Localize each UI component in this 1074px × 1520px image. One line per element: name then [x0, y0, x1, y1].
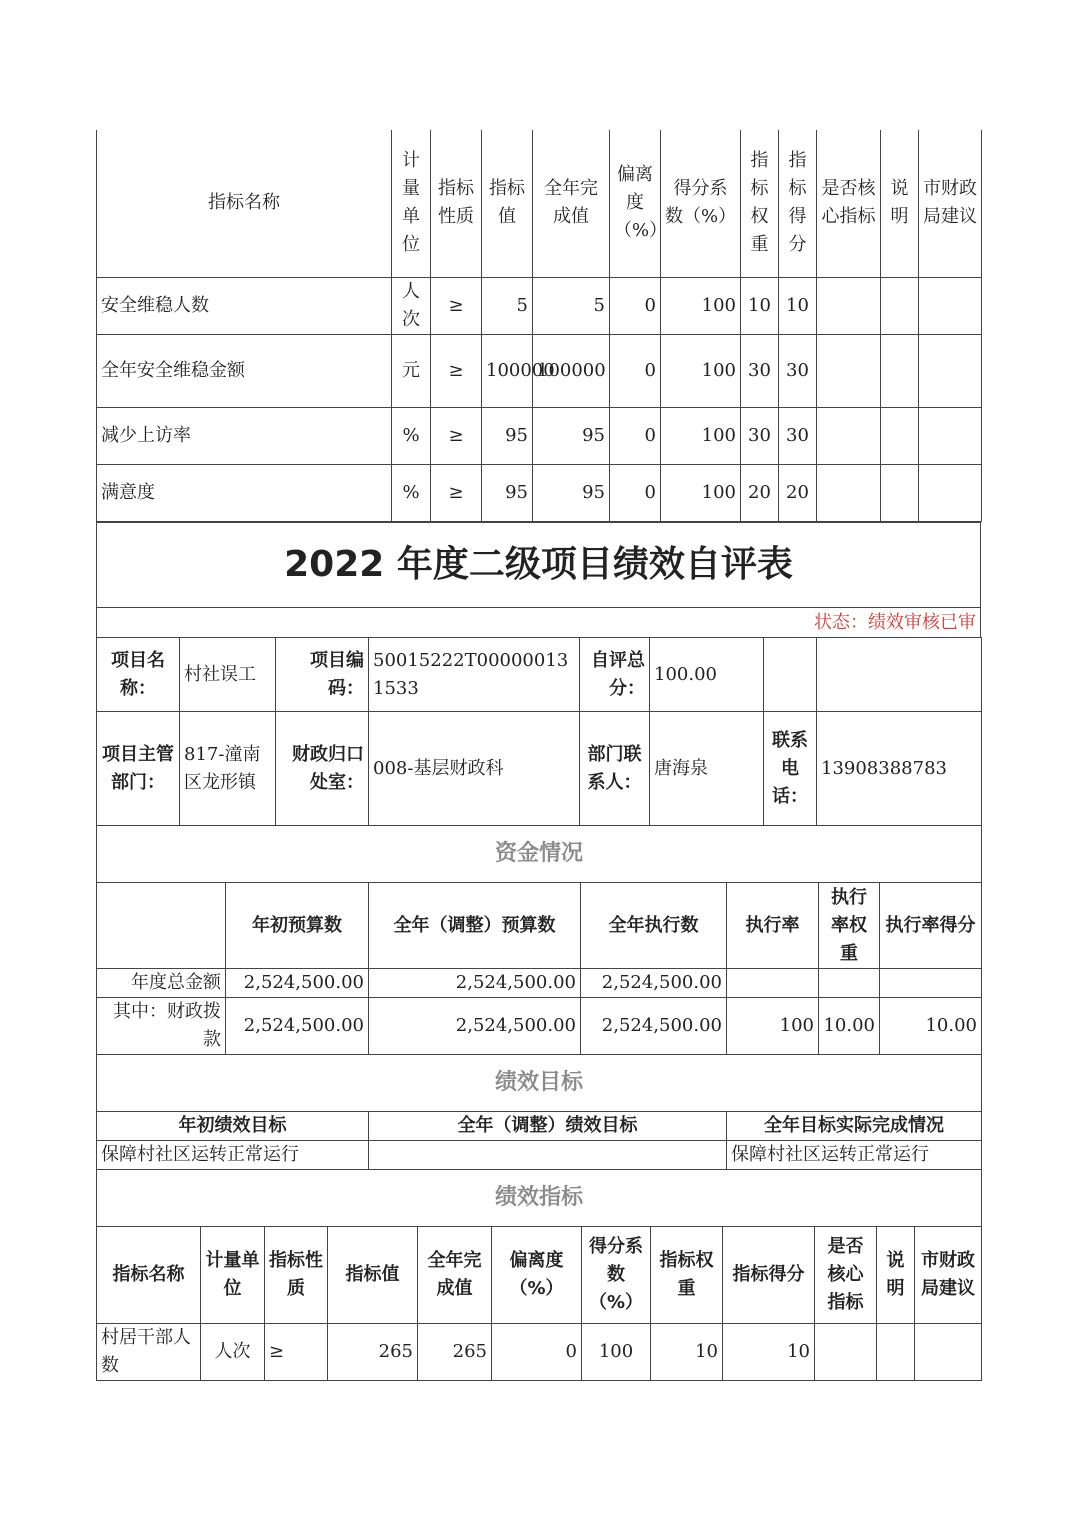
header-weight: 指标权重	[741, 130, 779, 277]
cell-value: 265	[328, 1324, 418, 1381]
row-label: 年度总金额	[97, 969, 226, 998]
header-row	[97, 1227, 982, 1324]
header-core: 是否核心指标	[815, 1227, 877, 1324]
header-value: 指标值	[482, 130, 533, 277]
cell-actual: 265	[418, 1324, 492, 1381]
cell-note	[881, 464, 919, 521]
cell-core	[817, 334, 881, 407]
cell-score: 10	[779, 277, 817, 334]
cell-unit: %	[392, 407, 431, 464]
cell-name: 安全维稳人数	[97, 277, 392, 334]
adjusted-goal	[369, 1141, 727, 1170]
cell-weight: 20	[741, 464, 779, 521]
cell-executed: 2,524,500.00	[581, 998, 727, 1055]
cell-score: 30	[779, 334, 817, 407]
cell-coef: 100	[582, 1324, 651, 1381]
cell-value: 95	[482, 407, 533, 464]
cell-actual: 95	[533, 464, 610, 521]
header-nature: 指标性质	[431, 130, 482, 277]
cell-unit: 元	[392, 334, 431, 407]
cell-weight: 10	[651, 1324, 723, 1381]
cell-name: 村居干部人数	[97, 1324, 201, 1381]
table-row	[97, 1324, 982, 1381]
page-title: 2022 年度二级项目绩效自评表	[97, 523, 981, 608]
indicators-section-title: 绩效指标	[97, 1170, 982, 1227]
empty-cell	[764, 638, 817, 712]
cell-coef: 100	[661, 334, 741, 407]
cell-advice	[919, 407, 982, 464]
cell-unit: 人次	[201, 1324, 265, 1381]
cell-note	[881, 407, 919, 464]
cell-adjusted: 2,524,500.00	[369, 998, 581, 1055]
cell-nature: ≥	[431, 334, 482, 407]
cell-weight: 30	[741, 334, 779, 407]
cell-advice	[915, 1324, 982, 1381]
cell-advice	[919, 464, 982, 521]
header-initial-goal: 年初绩效目标	[97, 1112, 369, 1141]
dept-label: 项目主管部门：	[97, 712, 180, 826]
finance-value: 008-基层财政科	[369, 712, 580, 826]
cell-adjusted: 2,524,500.00	[369, 969, 581, 998]
cell-rate	[727, 969, 819, 998]
cell-score: 30	[779, 407, 817, 464]
project-code-value: 50015222T000000131533	[369, 638, 580, 712]
finance-label: 财政归口处室：	[276, 712, 369, 826]
header-initial-budget: 年初预算数	[226, 883, 369, 969]
cell-actual: 5	[533, 277, 610, 334]
cell-rate: 100	[727, 998, 819, 1055]
project-name-value: 村社误工	[180, 638, 276, 712]
cell-name: 全年安全维稳金额	[97, 334, 392, 407]
cell-initial: 2,524,500.00	[226, 969, 369, 998]
cell-advice	[919, 277, 982, 334]
project-code-label: 项目编码：	[276, 638, 369, 712]
header-actual: 全年完成值	[533, 130, 610, 277]
cell-weight: 30	[741, 407, 779, 464]
cell-weight: 10	[741, 277, 779, 334]
header-note: 说明	[877, 1227, 915, 1324]
header-adjusted-goal: 全年（调整）绩效目标	[369, 1112, 727, 1141]
header-rate: 执行率	[727, 883, 819, 969]
project-name-label: 项目名称：	[97, 638, 180, 712]
header-coef: 得分系数（%）	[661, 130, 741, 277]
cell-actual: 100000	[533, 334, 610, 407]
phone-value: 13908388783	[817, 712, 982, 826]
cell-deviation: 0	[610, 464, 661, 521]
initial-goal: 保障村社区运转正常运行	[97, 1141, 369, 1170]
cell-note	[877, 1324, 915, 1381]
cell-actual: 95	[533, 407, 610, 464]
cell-name: 满意度	[97, 464, 392, 521]
header-note: 说明	[881, 130, 919, 277]
header-actual-goal: 全年目标实际完成情况	[727, 1112, 982, 1141]
header-weight: 指标权重	[651, 1227, 723, 1324]
cell-deviation: 0	[610, 407, 661, 464]
table-row	[97, 277, 982, 334]
header-name: 指标名称	[97, 1227, 201, 1324]
cell-rate-score: 10.00	[880, 998, 982, 1055]
cell-note	[881, 334, 919, 407]
table-row	[97, 334, 982, 407]
empty-cell	[97, 883, 226, 969]
table-row	[97, 464, 982, 521]
cell-nature: ≥	[431, 407, 482, 464]
actual-goal: 保障村社区运转正常运行	[727, 1141, 982, 1170]
top-indicator-table	[96, 130, 982, 522]
cell-rate-weight	[819, 969, 880, 998]
dept-value: 817-潼南区龙形镇	[180, 712, 276, 826]
goals-table	[96, 1054, 982, 1170]
phone-label: 联系电话：	[764, 712, 817, 826]
cell-deviation: 0	[610, 277, 661, 334]
header-coef: 得分系数（%）	[582, 1227, 651, 1324]
cell-unit: 人次	[392, 277, 431, 334]
cell-nature: ≥	[265, 1324, 328, 1381]
cell-core	[815, 1324, 877, 1381]
cell-coef: 100	[661, 407, 741, 464]
header-executed: 全年执行数	[581, 883, 727, 969]
header-unit: 计量单位	[392, 130, 431, 277]
empty-cell	[817, 638, 982, 712]
header-name: 指标名称	[97, 130, 392, 277]
cell-rate-weight: 10.00	[819, 998, 880, 1055]
cell-core	[817, 277, 881, 334]
header-nature: 指标性质	[265, 1227, 328, 1324]
table-row	[97, 998, 982, 1055]
header-value: 指标值	[328, 1227, 418, 1324]
table-row	[97, 407, 982, 464]
header-deviation: 偏离度（%）	[610, 130, 661, 277]
funds-section-title: 资金情况	[97, 826, 982, 883]
cell-score: 10	[723, 1324, 815, 1381]
header-score: 指标得分	[723, 1227, 815, 1324]
header-rate-weight: 执行率权重	[819, 883, 880, 969]
cell-initial: 2,524,500.00	[226, 998, 369, 1055]
status-text: 状态：绩效审核已审	[97, 608, 981, 638]
cell-advice	[919, 334, 982, 407]
title-block	[96, 522, 981, 638]
cell-value: 100000	[482, 334, 533, 407]
goals-section-title: 绩效目标	[97, 1055, 982, 1112]
cell-value: 95	[482, 464, 533, 521]
cell-coef: 100	[661, 464, 741, 521]
header-actual: 全年完成值	[418, 1227, 492, 1324]
cell-score: 20	[779, 464, 817, 521]
header-score: 指标得分	[779, 130, 817, 277]
cell-nature: ≥	[431, 277, 482, 334]
table-row	[97, 969, 982, 998]
cell-core	[817, 407, 881, 464]
header-core: 是否核心指标	[817, 130, 881, 277]
project-info-table	[96, 637, 982, 826]
header-adjusted-budget: 全年（调整）预算数	[369, 883, 581, 969]
header-rate-score: 执行率得分	[880, 883, 982, 969]
cell-nature: ≥	[431, 464, 482, 521]
contact-label: 部门联系人：	[580, 712, 650, 826]
funds-table	[96, 825, 982, 1055]
cell-coef: 100	[661, 277, 741, 334]
cell-value: 5	[482, 277, 533, 334]
header-advice: 市财政局建议	[919, 130, 982, 277]
cell-deviation: 0	[492, 1324, 582, 1381]
cell-unit: %	[392, 464, 431, 521]
self-score-label: 自评总分：	[580, 638, 650, 712]
cell-note	[881, 277, 919, 334]
cell-core	[817, 464, 881, 521]
header-row	[97, 130, 982, 277]
cell-name: 减少上访率	[97, 407, 392, 464]
row-label: 其中：财政拨款	[97, 998, 226, 1055]
header-deviation: 偏离度（%）	[492, 1227, 582, 1324]
cell-executed: 2,524,500.00	[581, 969, 727, 998]
self-score-value: 100.00	[650, 638, 764, 712]
cell-rate-score	[880, 969, 982, 998]
indicators-table	[96, 1169, 982, 1381]
contact-value: 唐海泉	[650, 712, 764, 826]
cell-deviation: 0	[610, 334, 661, 407]
header-unit: 计量单位	[201, 1227, 265, 1324]
header-advice: 市财政局建议	[915, 1227, 982, 1324]
